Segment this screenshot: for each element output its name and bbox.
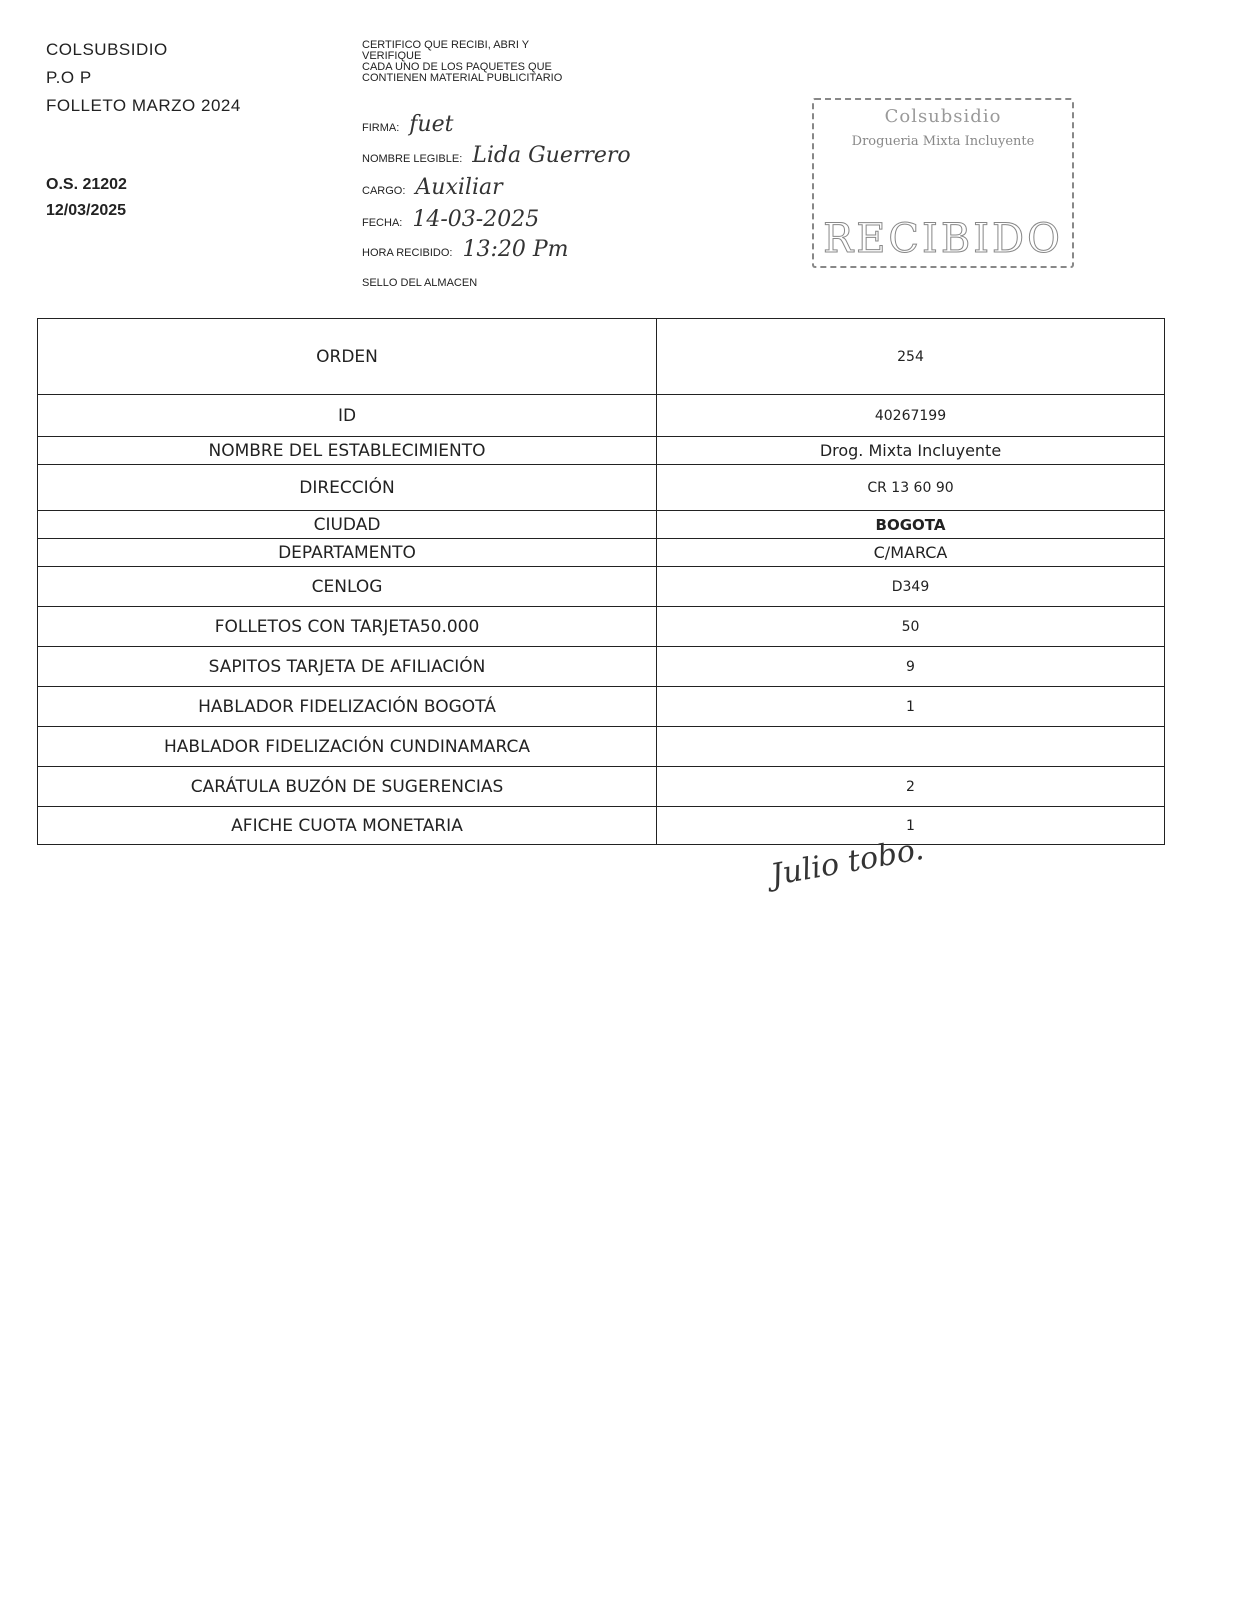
row-label: CIUDAD [38, 511, 657, 539]
row-value: D349 [657, 567, 1165, 607]
order-service-block [46, 176, 127, 228]
table-row [38, 395, 1165, 437]
row-value [657, 727, 1165, 767]
row-value: CR 13 60 90 [657, 465, 1165, 511]
row-label: SAPITOS TARJETA DE AFILIACIÓN [38, 647, 657, 687]
cert-line: VERIFIQUE [362, 50, 422, 62]
stamp-brand: Colsubsidio [884, 106, 1002, 127]
folleto-label: FOLLETO MARZO 2024 [46, 96, 241, 115]
row-value: 50 [657, 607, 1165, 647]
table-row [38, 539, 1165, 567]
company-name: COLSUBSIDIO [46, 40, 168, 59]
table-row [38, 767, 1165, 807]
os-number: O.S. 21202 [46, 176, 127, 193]
pop-label: P.O P [46, 68, 92, 87]
table-row [38, 727, 1165, 767]
table-row [38, 465, 1165, 511]
row-label: DIRECCIÓN [38, 465, 657, 511]
certification-text [362, 40, 642, 84]
nombre-label: NOMBRE LEGIBLE: [362, 153, 463, 165]
stamp-store: Drogueria Mixta Incluyente [851, 134, 1035, 149]
row-value: BOGOTA [657, 511, 1165, 539]
fecha-label: FECHA: [362, 217, 403, 229]
row-label: HABLADOR FIDELIZACIÓN BOGOTÁ [38, 687, 657, 727]
hora-value: 13:20 Pm [462, 237, 569, 262]
cert-line: CADA UNO DE LOS PAQUETES QUE [362, 61, 552, 73]
row-label: FOLLETOS CON TARJETA50.000 [38, 607, 657, 647]
row-label: AFICHE CUOTA MONETARIA [38, 807, 657, 845]
firma-row [362, 112, 453, 137]
row-label: ORDEN [38, 319, 657, 395]
row-value: 1 [657, 807, 1165, 845]
table-row [38, 319, 1165, 395]
table-row [38, 437, 1165, 465]
cert-line: CERTIFICO QUE RECIBI, ABRI Y [362, 39, 530, 51]
table-row [38, 511, 1165, 539]
fecha-row [362, 207, 539, 232]
cargo-label: CARGO: [362, 185, 406, 197]
table-row [38, 807, 1165, 845]
delivery-table [37, 318, 1165, 845]
sello-label: SELLO DEL ALMACEN [362, 277, 478, 289]
firma-label: FIRMA: [362, 122, 400, 134]
row-value: 254 [657, 319, 1165, 395]
table-row [38, 687, 1165, 727]
row-label: CARÁTULA BUZÓN DE SUGERENCIAS [38, 767, 657, 807]
hora-label: HORA RECIBIDO: [362, 247, 453, 259]
os-date: 12/03/2025 [46, 202, 127, 219]
row-label: DEPARTAMENTO [38, 539, 657, 567]
row-label: NOMBRE DEL ESTABLECIMIENTO [38, 437, 657, 465]
cargo-value: Auxiliar [415, 175, 503, 200]
company-header [46, 40, 241, 124]
row-value: 1 [657, 687, 1165, 727]
row-label: ID [38, 395, 657, 437]
table-row [38, 607, 1165, 647]
cert-line: CONTIENEN MATERIAL PUBLICITARIO [362, 72, 563, 84]
firma-value: fuet [409, 112, 454, 137]
table-row [38, 647, 1165, 687]
handwritten-signature: Julio tobo. [768, 831, 927, 894]
row-value: 2 [657, 767, 1165, 807]
row-label: CENLOG [38, 567, 657, 607]
row-value: 9 [657, 647, 1165, 687]
cargo-row [362, 175, 503, 200]
hora-row [362, 237, 569, 262]
nombre-row [362, 143, 631, 168]
fecha-value: 14-03-2025 [412, 207, 540, 232]
row-label: HABLADOR FIDELIZACIÓN CUNDINAMARCA [38, 727, 657, 767]
row-value: C/MARCA [657, 539, 1165, 567]
received-stamp [812, 98, 1074, 268]
row-value: 40267199 [657, 395, 1165, 437]
row-value: Drog. Mixta Incluyente [657, 437, 1165, 465]
table-row [38, 567, 1165, 607]
stamp-received: RECIBIDO [823, 216, 1063, 262]
nombre-value: Lida Guerrero [472, 143, 631, 168]
